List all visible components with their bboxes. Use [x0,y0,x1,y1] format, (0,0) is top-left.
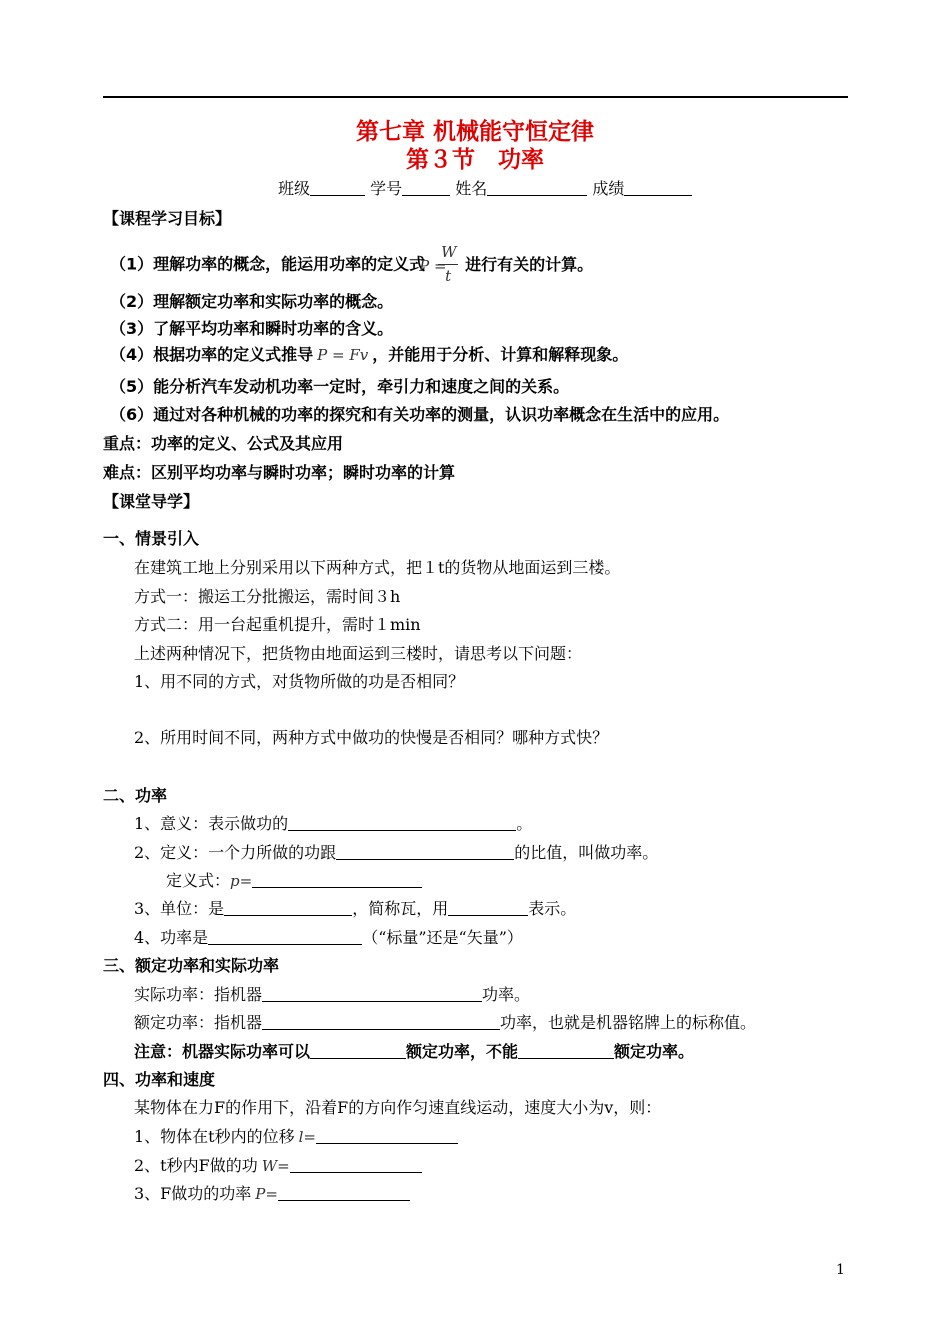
section-4-heading: 四、功率和速度 [103,1070,216,1089]
formula-label: 定义式： [166,871,231,890]
question-2: 2、所用时间不同，两种方式中做功的快慢是否相同？哪种方式快？ [134,728,609,747]
section-2-line-2 [134,842,658,864]
unit-label: 3、单位：是 [134,899,225,918]
unit-mid: ，简称瓦，用 [352,899,449,918]
goals-heading: 【课程学习目标】 [103,209,232,228]
work-line [134,1155,422,1177]
power-definition-formula [419,243,459,285]
goal-1-post: 进行有关的计算。 [465,254,594,274]
rated-power-blank[interactable] [262,1013,500,1030]
definition-blank[interactable] [336,843,514,860]
work-variable: W= [261,1157,290,1175]
meaning-label: 1、意义：表示做功的 [134,814,289,833]
section-1-line-4: 上述两种情况下，把货物由地面运到三楼时，请思考以下问题： [134,644,583,663]
guide-heading: 【课堂导学】 [103,492,200,511]
class-blank[interactable] [310,179,365,196]
rated-power-label: 额定功率：指机器 [134,1013,263,1032]
displacement-label: 1、物体在t秒内的位移 [134,1127,295,1146]
formula-numerator: W [441,243,457,261]
power-line [134,1183,410,1205]
goal-3: （3）了解平均功率和瞬时功率的含义。 [110,319,394,338]
note-mid: 额定功率，不能 [406,1042,519,1061]
number-blank[interactable] [402,179,450,196]
formula-blank[interactable] [252,871,422,888]
goal-4-text: （4）根据功率的定义式推导 [110,345,314,364]
actual-power-label: 实际功率：指机器 [134,985,263,1004]
definition-label: 2、定义：一个力所做的功跟 [134,843,337,862]
section-1-line-1: 在建筑工地上分别采用以下两种方式，把１t的货物从地面运到三楼。 [134,558,621,577]
displacement-variable: l= [298,1128,316,1146]
power-velocity-formula: P = Fv [317,346,369,364]
displacement-blank[interactable] [316,1127,458,1144]
goal-4 [110,344,628,366]
goal-5: （5）能分析汽车发动机功率一定时，牵引力和速度之间的关系。 [110,377,570,396]
student-info-line [278,178,692,200]
goal-6: （6）通过对各种机械的功率的探究和有关功率的测量，认识功率概念在生活中的应用。 [110,405,730,424]
name-label: 姓名 [455,179,488,198]
power-label: 3、F做功的功率 [134,1184,252,1203]
unit-symbol-blank[interactable] [448,899,528,916]
rated-power-line [134,1012,756,1034]
section-2-heading: 二、功率 [103,786,168,805]
goal-1-text: （1）理解功率的概念，能运用功率的定义式 [110,254,426,274]
formula-denominator: t [445,267,452,285]
meaning-end: 。 [516,814,533,833]
scalar-blank[interactable] [208,928,362,945]
section-1-heading: 一、情景引入 [103,529,200,548]
power-blank[interactable] [278,1184,410,1201]
power-variable: P= [255,1185,278,1203]
actual-power-end: 功率。 [482,985,531,1004]
score-label: 成绩 [592,179,625,198]
page-number: 1 [836,1262,845,1278]
section-3-heading: 三、额定功率和实际功率 [103,956,280,975]
actual-power-blank[interactable] [262,985,482,1002]
section-2-line-5 [134,927,523,949]
work-blank[interactable] [290,1156,422,1173]
goal-2: （2）理解额定功率和实际功率的概念。 [110,292,394,311]
section-2-line-3 [166,870,422,892]
score-blank[interactable] [624,179,692,196]
section-2-line-4 [134,898,576,920]
goal-4-post: ，并能用于分析、计算和解释现象。 [372,345,629,364]
work-label: 2、t秒内F做的功 [134,1156,258,1175]
goal-1 [110,245,593,285]
note-label: 注意：机器实际功率可以 [134,1042,311,1061]
unit-blank[interactable] [224,899,352,916]
section-title: 第３节 功率 [406,147,544,173]
scalar-label: 4、功率是 [134,928,209,947]
displacement-line [134,1126,458,1148]
rated-power-end: 功率，也就是机器铭牌上的标称值。 [500,1013,757,1032]
meaning-blank[interactable] [288,814,516,831]
name-blank[interactable] [487,179,587,196]
number-label: 学号 [370,179,403,198]
formula-lhs: P = [419,257,447,275]
note-blank-1[interactable] [310,1042,406,1059]
header-rule [103,96,848,98]
note-end: 额定功率。 [614,1042,695,1061]
definition-end: 的比值，叫做功率。 [514,843,659,862]
note-line [134,1041,694,1063]
question-1: 1、用不同的方式，对货物所做的功是否相同？ [134,672,465,691]
scalar-end: （“标量”还是“矢量”） [362,928,523,947]
section-1-line-2: 方式一：搬运工分批搬运，需时间３h [134,587,401,606]
note-blank-2[interactable] [518,1042,614,1059]
section-4-intro: 某物体在力F的作用下，沿着F的方向作匀速直线运动，速度大小为v，则： [134,1098,662,1117]
actual-power-line [134,984,530,1006]
section-2-line-1 [134,813,532,835]
formula-variable: p= [230,872,253,890]
difficulty: 难点：区别平均功率与瞬时功率；瞬时功率的计算 [103,463,456,482]
key-point: 重点：功率的定义、公式及其应用 [103,434,344,453]
chapter-title: 第七章 机械能守恒定律 [355,119,594,145]
class-label: 班级 [278,179,311,198]
section-1-line-3: 方式二：用一台起重机提升，需时１min [134,615,421,634]
unit-end: 表示。 [528,899,577,918]
